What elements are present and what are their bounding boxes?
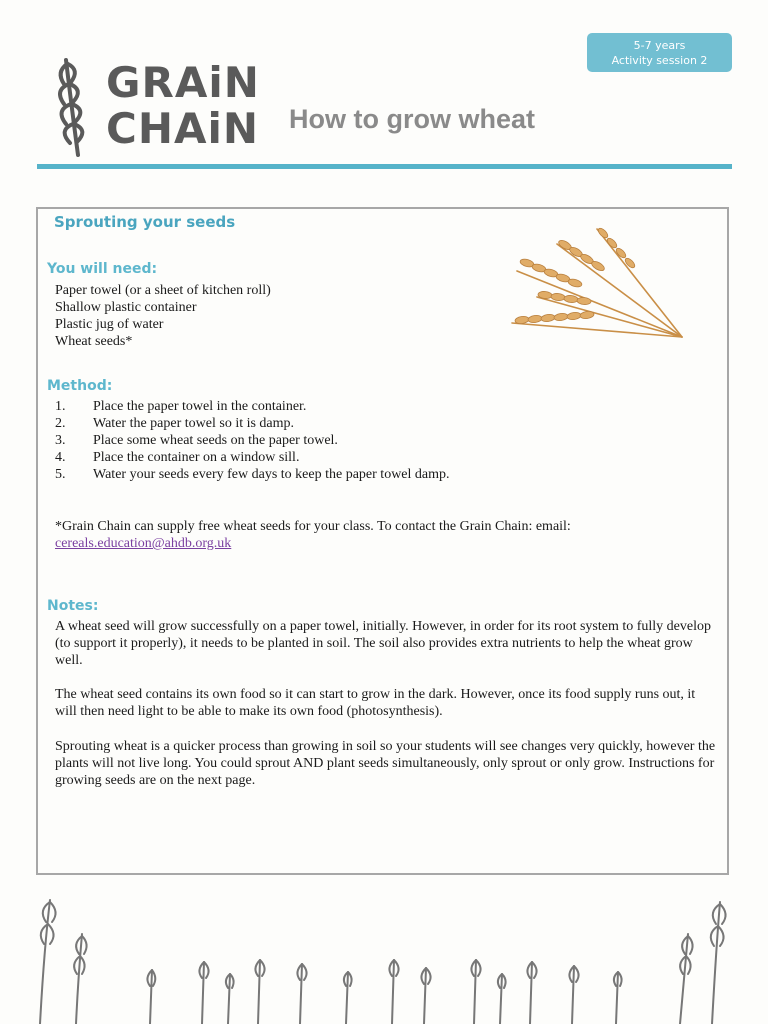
step-number: 2. bbox=[55, 416, 66, 431]
logo-word-grain: GRAiN bbox=[106, 58, 260, 107]
grain-chain-logo bbox=[40, 50, 260, 160]
list-item bbox=[55, 466, 450, 483]
supply-note-text: *Grain Chain can supply free wheat seeds for your class. To contact the Grain Chain: email: bbox=[55, 519, 571, 534]
step-text: Water the paper towel so it is damp. bbox=[93, 416, 295, 431]
method-list bbox=[55, 398, 450, 483]
list-item: Plastic jug of water bbox=[55, 317, 164, 332]
list-item: Wheat seeds* bbox=[55, 334, 133, 349]
wheat-bundle-illustration bbox=[497, 219, 687, 355]
step-number: 5. bbox=[55, 467, 66, 482]
badge-session: Activity session 2 bbox=[611, 53, 708, 67]
email-link[interactable]: cereals.education@ahdb.org.uk bbox=[55, 536, 232, 551]
step-text: Place some wheat seeds on the paper towel. bbox=[93, 433, 338, 448]
list-item bbox=[55, 398, 450, 415]
badge-age: 5-7 years bbox=[633, 38, 686, 52]
list-item bbox=[55, 432, 450, 449]
list-item: Paper towel (or a sheet of kitchen roll) bbox=[55, 283, 271, 298]
step-text: Place the paper towel in the container. bbox=[93, 399, 307, 414]
list-item bbox=[55, 415, 450, 432]
needs-list bbox=[55, 282, 271, 350]
step-text: Place the container on a window sill. bbox=[93, 450, 300, 465]
step-number: 4. bbox=[55, 450, 66, 465]
list-item bbox=[55, 449, 450, 466]
notes-paragraph-3: Sprouting wheat is a quicker process than growing in soil so your students will see changes very quickly, however the plants will not live long. You could sprout AND plant seeds simultaneously, only sprout or only grow. Instructions for growing seeds are on the next page. bbox=[55, 739, 716, 788]
needs-heading: You will need: bbox=[47, 261, 158, 277]
supply-note bbox=[55, 518, 720, 552]
step-number: 3. bbox=[55, 433, 66, 448]
section-title: Sprouting your seeds bbox=[54, 213, 236, 231]
method-heading: Method: bbox=[47, 378, 113, 394]
notes-paragraph-1: A wheat seed will grow successfully on a paper towel, initially. However, in order for its root system to fully develop (to support it properly), it needs to be planted in soil. The soil also provides extra nutrients to help the wheat grow well. bbox=[55, 619, 711, 668]
notes-paragraph-2: The wheat seed contains its own food so it can start to grow in the dark. However, once its food supply runs out, it will then need light to be able to make its own food (photosynthesis). bbox=[55, 687, 696, 719]
notes-heading: Notes: bbox=[47, 598, 99, 614]
step-text: Water your seeds every few days to keep the paper towel damp. bbox=[93, 467, 450, 482]
header-divider bbox=[37, 164, 732, 169]
page-title: How to grow wheat bbox=[289, 104, 535, 134]
logo-word-chain: CHAiN bbox=[106, 104, 260, 153]
age-session-badge bbox=[587, 33, 732, 72]
list-item: Shallow plastic container bbox=[55, 300, 197, 315]
wheat-stalks-illustration bbox=[0, 890, 768, 1024]
step-number: 1. bbox=[55, 399, 66, 414]
wheat-ear-icon bbox=[40, 50, 100, 160]
